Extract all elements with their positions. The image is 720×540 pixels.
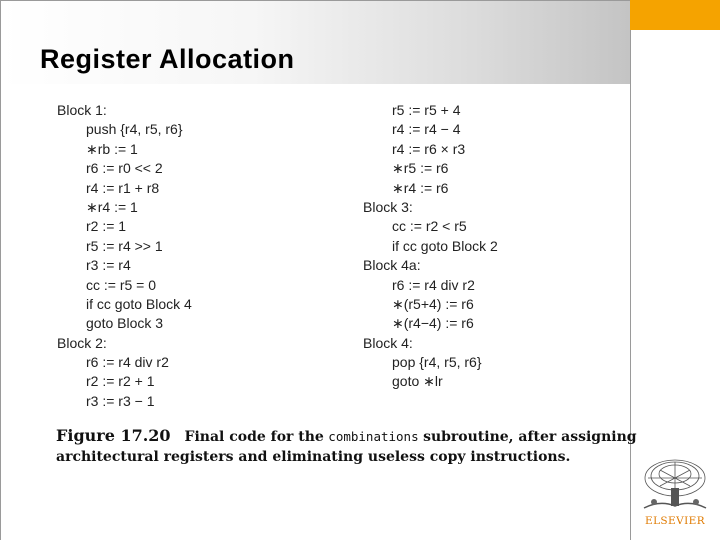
code-line: cc := r5 = 0 (86, 276, 157, 293)
code-column-right (363, 101, 498, 392)
code-line: ∗r4 := r6 (392, 179, 449, 196)
caption-code-word: combinations (328, 429, 419, 444)
accent-bar (630, 0, 720, 30)
code-line: r3 := r3 − 1 (86, 392, 155, 409)
slide-title: Register Allocation (40, 44, 295, 74)
code-line: r2 := r2 + 1 (86, 373, 155, 390)
block-label: Block 1: (57, 102, 107, 118)
tree-logo-icon (640, 456, 710, 514)
code-line: pop {r4, r5, r6} (392, 354, 482, 371)
code-line: r4 := r4 − 4 (392, 121, 461, 138)
block-label: Block 4: (363, 334, 413, 351)
block-label: Block 4a: (363, 257, 421, 274)
code-line: ∗r5 := r6 (392, 160, 449, 177)
code-column-left (57, 101, 192, 411)
code-line: r6 := r4 div r2 (86, 354, 169, 371)
code-line: ∗r4 := 1 (86, 198, 138, 215)
caption-text-before: Final code for the (184, 429, 324, 445)
frame-line-top (0, 0, 630, 1)
code-line: push {r4, r5, r6} (86, 121, 183, 138)
code-line: r6 := r0 << 2 (86, 160, 163, 177)
figure-label: Figure 17.20 (56, 426, 171, 445)
code-line: if cc goto Block 4 (86, 295, 192, 312)
code-line: r5 := r4 >> 1 (86, 237, 163, 254)
code-line: r2 := 1 (86, 218, 127, 235)
code-line: goto ∗lr (392, 373, 443, 390)
code-line: cc := r2 < r5 (392, 218, 467, 235)
code-line: ∗(r5+4) := r6 (392, 295, 474, 312)
logo-text: ELSEVIER (645, 515, 705, 527)
code-line: ∗rb := 1 (86, 140, 138, 157)
code-line: ∗(r4−4) := r6 (392, 315, 474, 332)
code-line: r3 := r4 (86, 257, 131, 274)
caption-text-after: subroutine, after assigning architectural registers and eliminating useless copy instructions. (56, 429, 637, 465)
code-line: r4 := r6 × r3 (392, 140, 466, 157)
code-line: r5 := r5 + 4 (392, 102, 461, 118)
block-label: Block 2: (57, 334, 107, 351)
code-line: if cc goto Block 2 (392, 237, 498, 254)
figure-caption (56, 426, 656, 467)
code-line: r6 := r4 div r2 (392, 276, 475, 293)
block-label: Block 3: (363, 198, 413, 215)
code-line: r4 := r1 + r8 (86, 179, 160, 196)
frame-line-left (0, 0, 1, 540)
code-line: goto Block 3 (86, 315, 164, 332)
publisher-logo (640, 456, 710, 530)
